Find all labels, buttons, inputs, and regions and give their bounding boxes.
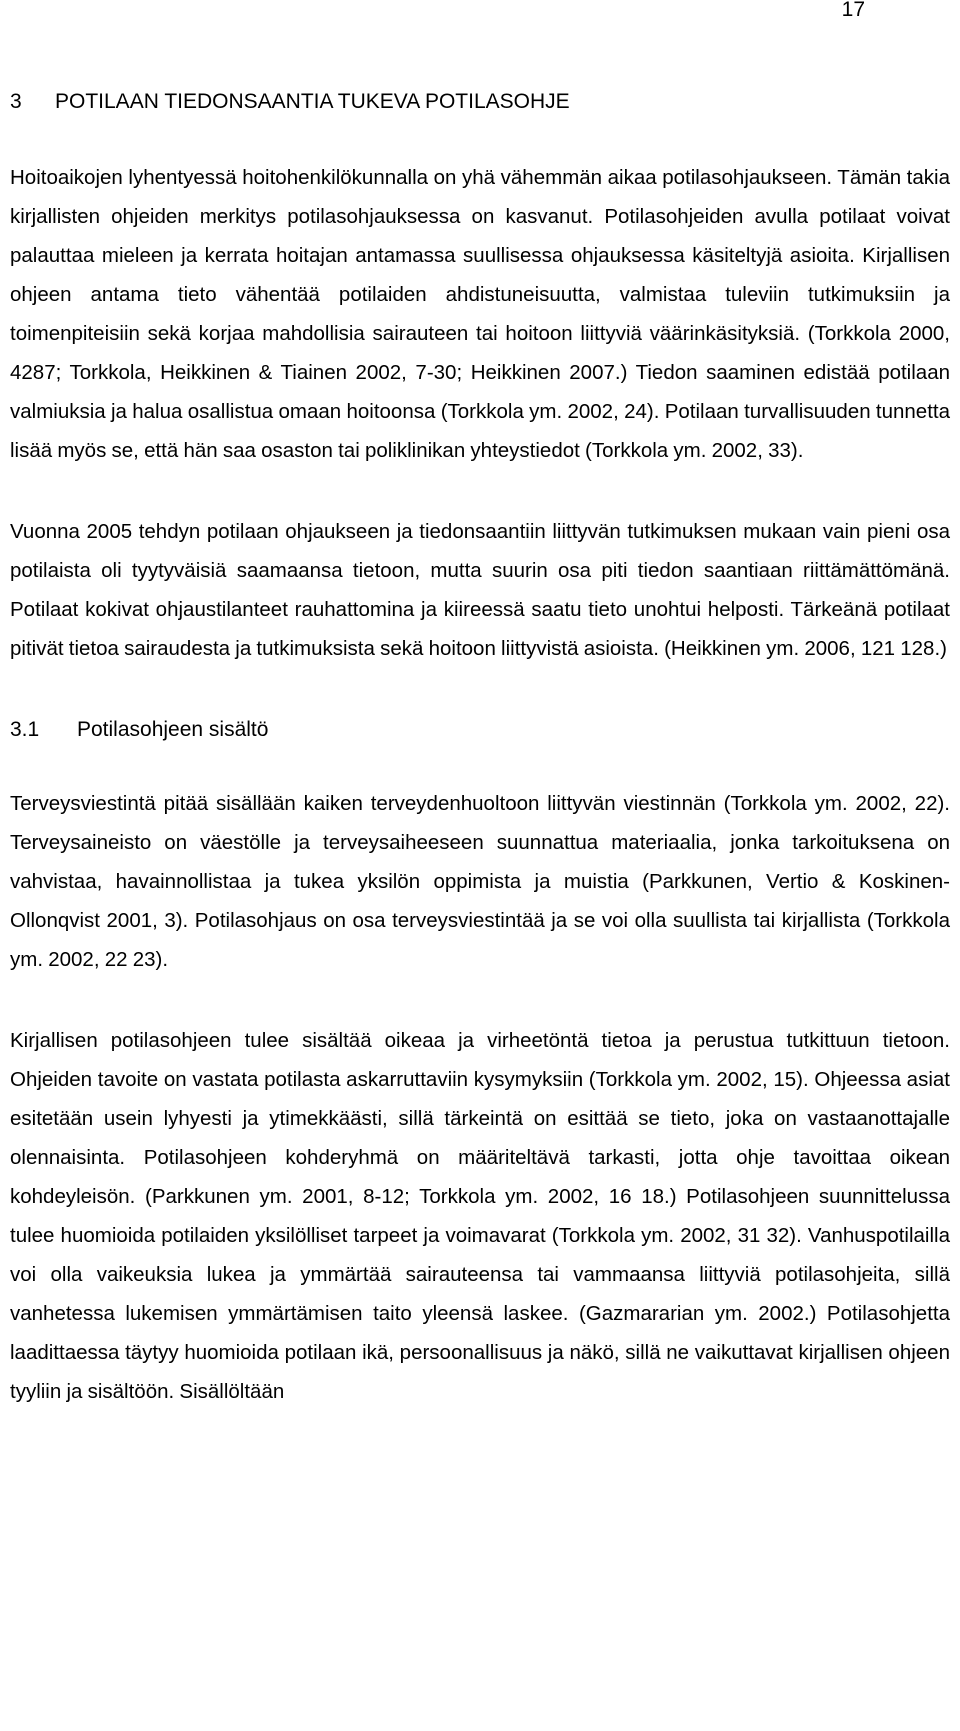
section-heading — [10, 82, 950, 122]
subsection-heading — [10, 710, 950, 750]
subsection-paragraph-2: Kirjallisen potilasohjeen tulee sisältää oikeaa ja virheetöntä tietoa ja perustua tutkittuun tietoon. Ohjeiden tavoite on vastata potilasta askarruttaviin kysymyksiin (Torkkola ym. 2002, 15). Ohjeessa asiat esitetään usein lyhyesti ja ytimekkäästi, sillä tärkeintä on esittää se tieto, joka on vastaanottajalle olennaisinta. Potilasohjeen kohderyhmä on määriteltävä tarkasti, jotta ohje tavoittaa oikean kohdeyleisön. (Parkkunen ym. 2001, 8-12; Torkkola ym. 2002, 16 18.) Potilasohjeen suunnittelussa tulee huomioida potilaiden yksilölliset tarpeet ja voimavarat (Torkkola ym. 2002, 31 32). Vanhuspotilailla voi olla vaikeuksia lukea ja ymmärtää sairauteensa tai vammaansa liittyviä potilasohjeita, sillä vanhetessa lukemisen ymmärtämisen taito yleensä laskee. (Gazmararian ym. 2002.) Potilasohjetta laadittaessa täytyy huomioida potilaan ikä, persoonallisuus ja näkö, sillä ne vaikuttavat kirjallisen ohjeen tyyliin ja sisältöön. Sisällöltään — [10, 1029, 950, 1403]
page-number: 17 — [841, 0, 865, 21]
section-number: 3 — [10, 90, 22, 113]
document-body — [10, 82, 950, 1453]
subsection-paragraph-1: Terveysviestintä pitää sisällään kaiken terveydenhuoltoon liittyvän viestinnän (Torkkola ym. 2002, 22). Terveysaineisto on väestölle ja terveysaiheeseen suunnattua materiaalia, jonka tarkoituksena on vahvistaa, havainnollistaa ja tukea yksilön oppimista ja muistia (Parkkunen, Vertio & Koskinen-Ollonqvist 2001, 3). Potilasohjaus on osa terveysviestintää ja se voi olla suullista tai kirjallista (Torkkola ym. 2002, 22 23). — [10, 792, 950, 971]
subsection-number: 3.1 — [10, 718, 40, 741]
section-title: POTILAAN TIEDONSAANTIA TUKEVA POTILASOHJE — [55, 90, 570, 113]
subsection-title: Potilasohjeen sisältö — [77, 718, 269, 741]
section-paragraph-2: Vuonna 2005 tehdyn potilaan ohjaukseen ja tiedonsaantiin liittyvän tutkimuksen mukaan vain pieni osa potilaista oli tyytyväisiä saamaansa tietoon, mutta suurin osa piti tiedon saantiaan riittämättömänä. Potilaat kokivat ohjaustilanteet rauhattomina ja kiireessä saatu tieto unohtui helposti. Tärkeänä potilaat pitivät tietoa sairaudesta ja tutkimuksista sekä hoitoon liittyvistä asioista. (Heikkinen ym. 2006, 121 128.) — [10, 520, 950, 660]
section-paragraph-1: Hoitoaikojen lyhentyessä hoitohenkilökunnalla on yhä vähemmän aikaa potilasohjaukseen. Tämän takia kirjallisten ohjeiden merkitys potilasohjauksessa on kasvanut. Potilasohjeiden avulla potilaat voivat palauttaa mieleen ja kerrata hoitajan antamassa suullisessa ohjauksessa käsiteltyjä asioita. Kirjallisen ohjeen antama tieto vähentää potilaiden ahdistuneisuutta, valmistaa tuleviin tutkimuksiin ja toimenpiteisiin sekä korjaa mahdollisia sairauteen tai hoitoon liittyviä väärinkäsityksiä. (Torkkola 2000, 4287; Torkkola, Heikkinen & Tiainen 2002, 7-30; Heikkinen 2007.) Tiedon saaminen edistää potilaan valmiuksia ja halua osallistua omaan hoitoonsa (Torkkola ym. 2002, 24). Potilaan turvallisuuden tunnetta lisää myös se, että hän saa osaston tai poliklinikan yhteystiedot (Torkkola ym. 2002, 33). — [10, 166, 950, 462]
